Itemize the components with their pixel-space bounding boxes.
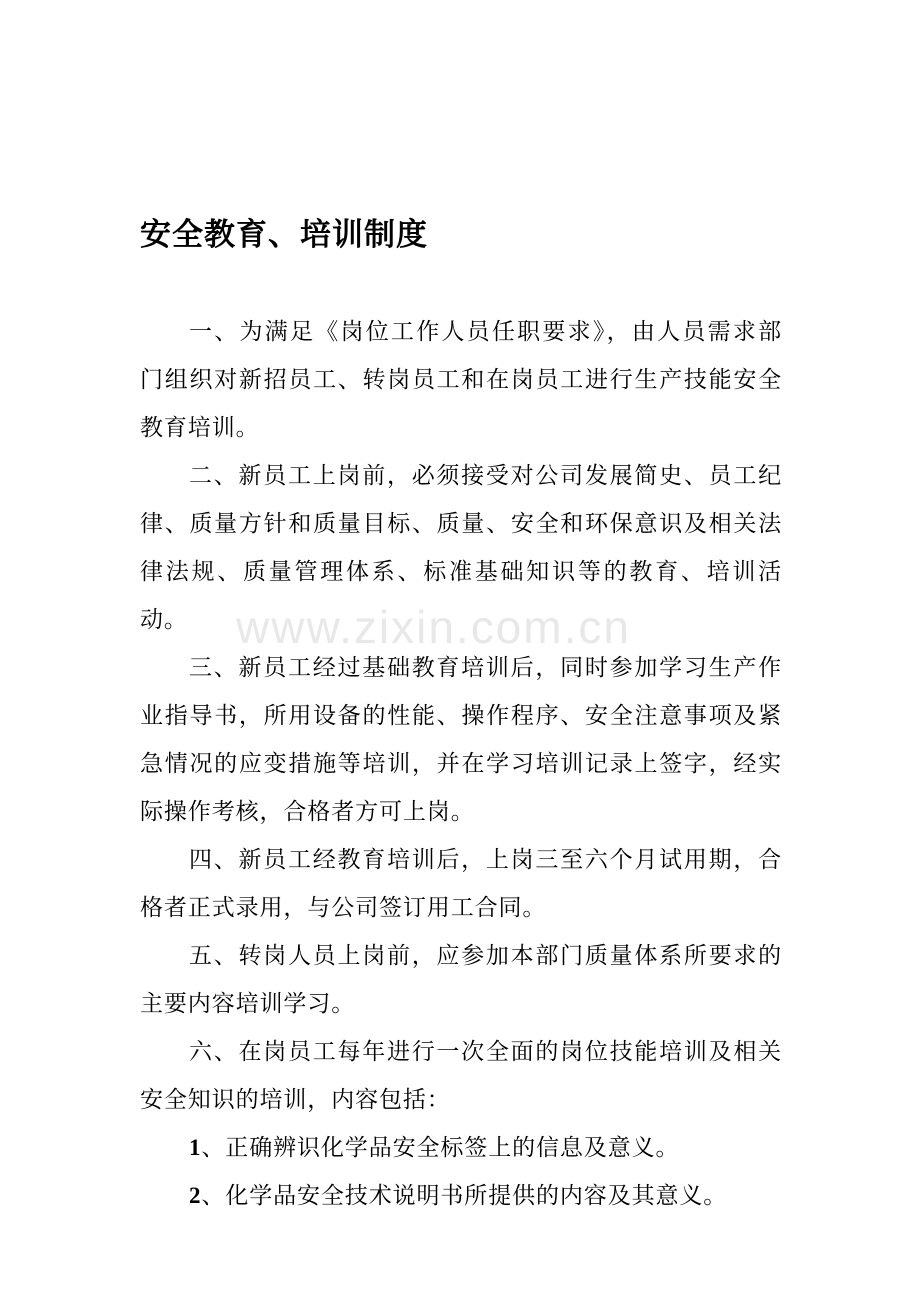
- paragraph-6: [140, 1028, 782, 1124]
- paragraph-4: [140, 836, 782, 932]
- paragraph-line: 业指导书，所用设备的性能、操作程序、安全注意事项及紧: [140, 703, 782, 729]
- list-item-number: 1: [189, 1135, 202, 1160]
- list-item-line: [140, 1124, 782, 1172]
- list-item: [140, 1172, 782, 1220]
- paragraph-line: 主要内容培训学习。: [140, 991, 356, 1017]
- paragraph-line: 二、新员工上岗前，必须接受对公司发展简史、员工纪: [189, 463, 782, 489]
- watermark: www.zixin.com.cn: [236, 601, 631, 653]
- paragraph-line: 一、为满足《岗位工作人员任职要求》，由人员需求部: [189, 319, 782, 345]
- paragraph-line: 格者正式录用，与公司签订用工合同。: [140, 895, 547, 921]
- paragraph-line: 急情况的应变措施等培训，并在学习培训记录上签字，经实: [140, 751, 782, 777]
- paragraph-2: [140, 452, 782, 644]
- list-item-number: 2: [189, 1183, 202, 1208]
- paragraph-line: 三、新员工经过基础教育培训后，同时参加学习生产作: [189, 655, 782, 681]
- list-item-text: 、正确辨识化学品安全标签上的信息及意义。: [201, 1135, 680, 1161]
- paragraph-5: [140, 932, 782, 1028]
- paragraph-line: 际操作考核，合格者方可上岗。: [140, 799, 475, 825]
- paragraph-line: 律、质量方针和质量目标、质量、安全和环保意识及相关法: [140, 511, 782, 537]
- list-item-text: 、化学品安全技术说明书所提供的内容及其意义。: [201, 1183, 728, 1209]
- paragraph-line: 律法规、质量管理体系、标准基础知识等的教育、培训活动。: [140, 559, 782, 633]
- paragraph-line: 教育培训。: [140, 415, 260, 441]
- paragraph-3: [140, 644, 782, 836]
- list-item-line: [140, 1172, 782, 1220]
- paragraph-1: [140, 308, 782, 452]
- document-title: 安全教育、培训制度: [140, 217, 428, 253]
- list-item: [140, 1124, 782, 1172]
- paragraph-line: 六、在岗员工每年进行一次全面的岗位技能培训及相关: [189, 1039, 782, 1065]
- paragraph-line: 四、新员工经教育培训后，上岗三至六个月试用期，合: [189, 847, 782, 873]
- paragraph-line: 五、转岗人员上岗前，应参加本部门质量体系所要求的: [189, 943, 782, 969]
- document-body: [140, 308, 782, 1220]
- paragraph-line: 门组织对新招员工、转岗员工和在岗员工进行生产技能安全: [140, 367, 782, 393]
- paragraph-line: 安全知识的培训，内容包括：: [140, 1087, 451, 1113]
